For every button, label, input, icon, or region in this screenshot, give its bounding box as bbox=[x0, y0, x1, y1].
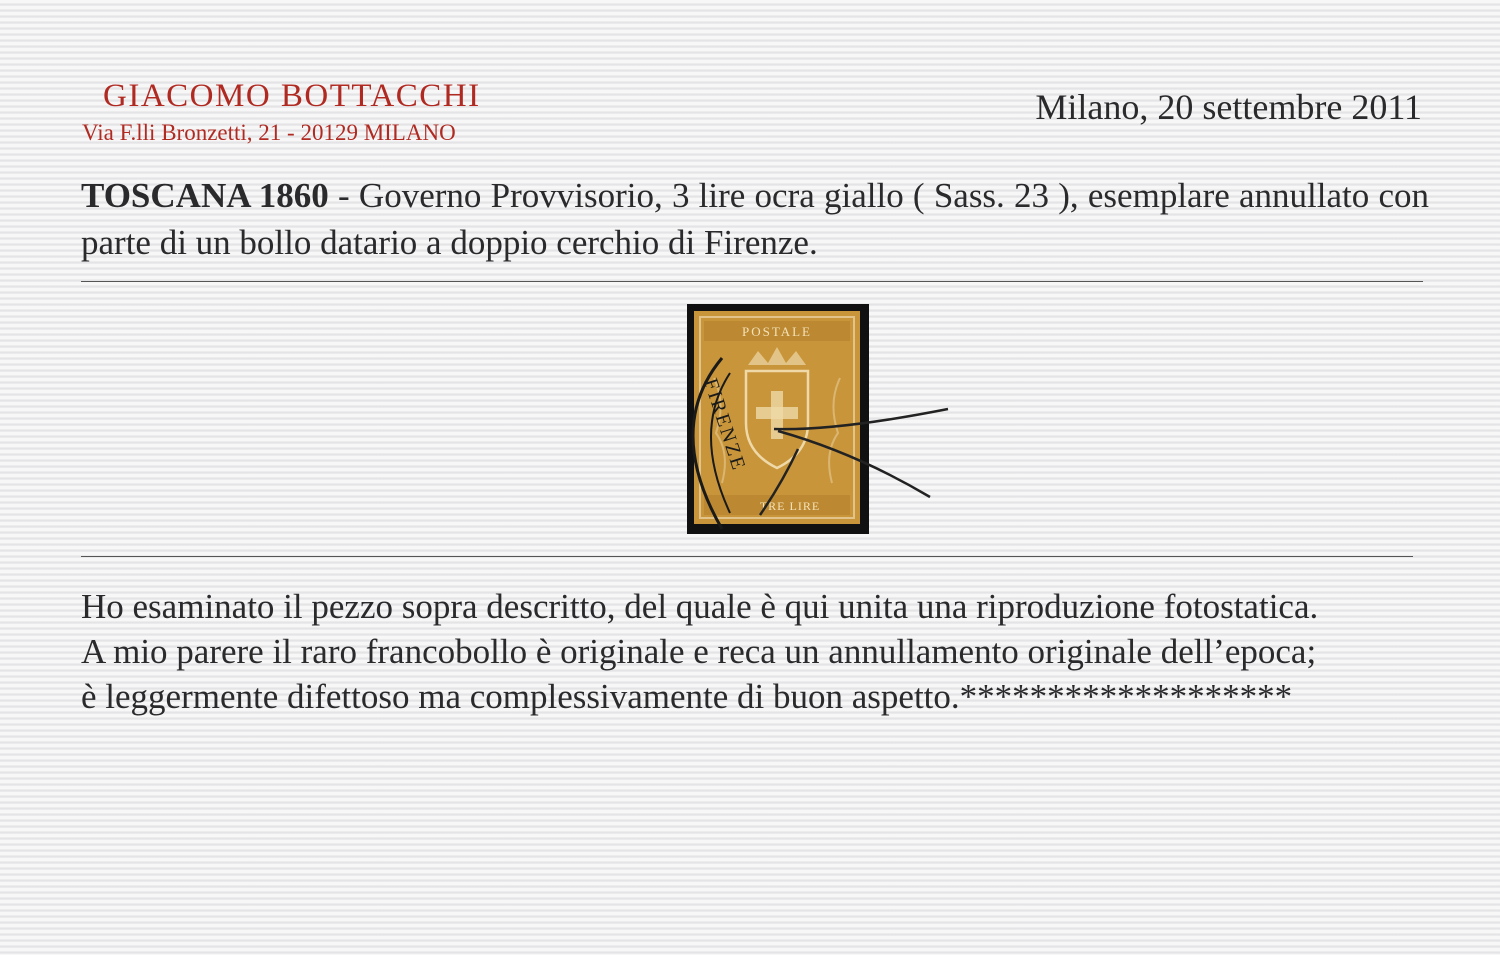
description-text: - Governo Provvisorio, 3 lire ocra giallo ( Sass. 23 ), esemplare annullato con parte di un bollo datario a doppio cerchio di Firenze. bbox=[81, 176, 1429, 262]
postmark-text: FIRENZE bbox=[699, 375, 750, 475]
stamp-svg bbox=[686, 303, 956, 538]
certificate-date: Milano, 20 settembre 2011 bbox=[1035, 87, 1422, 127]
description-lead: TOSCANA 1860 bbox=[81, 176, 329, 215]
stamp-bottom-inscription: TRE LIRE bbox=[759, 499, 821, 513]
stamp-image bbox=[686, 303, 956, 538]
issuer-name: GIACOMO BOTTACCHI bbox=[103, 78, 481, 114]
divider-top bbox=[81, 281, 1423, 282]
divider-bottom bbox=[81, 556, 1413, 557]
statement-line-2: A mio parere il raro francobollo è originale e reca un annullamento originale dell’epoca; bbox=[81, 632, 1317, 671]
stamp-top-inscription: POSTALE bbox=[741, 324, 813, 339]
statement-line-1: Ho esaminato il pezzo sopra descritto, del quale è qui unita una riproduzione fotostatica. bbox=[81, 587, 1319, 626]
expert-statement bbox=[81, 584, 1429, 719]
issuer-address: Via F.lli Bronzetti, 21 - 20129 MILANO bbox=[82, 120, 456, 145]
statement-line-3: è leggermente difettoso ma complessivamente di buon aspetto.******************* bbox=[81, 677, 1293, 716]
stamp-description bbox=[81, 172, 1429, 266]
